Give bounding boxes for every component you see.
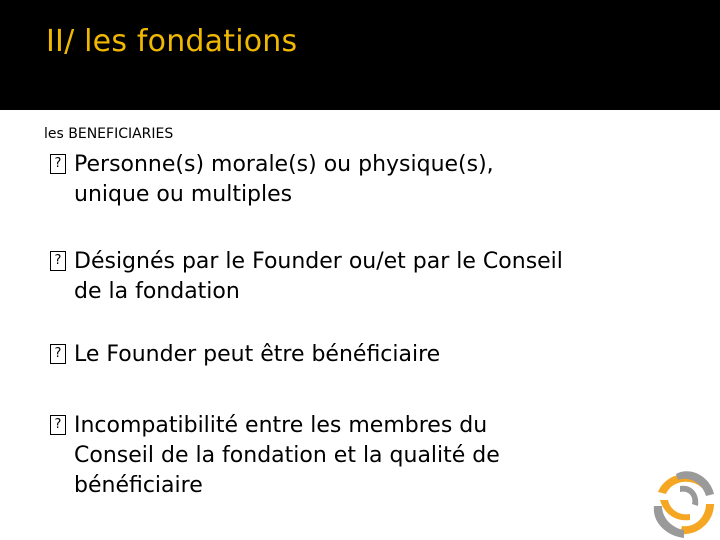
bullet-text: Incompatibilité entre les membres du Conseil de la fondation et la qualité de bénéficiaire — [74, 413, 500, 498]
slide-subtitle: les BENEFICIARIES — [44, 126, 174, 142]
bullet-marker-icon: ? — [50, 344, 66, 364]
bullet-item — [50, 150, 570, 210]
title-bar — [0, 0, 720, 110]
bullet-marker-icon: ? — [50, 154, 66, 174]
bullet-text: Personne(s) morale(s) ou physique(s), unique ou multiples — [74, 152, 494, 207]
bullet-item — [50, 340, 570, 370]
bullet-item — [50, 247, 570, 307]
bullet-text: Le Founder peut être bénéficiaire — [74, 342, 441, 367]
swirl-logo-icon — [644, 462, 720, 540]
slide-title: II/ les fondations — [46, 24, 298, 59]
bullet-marker-icon: ? — [50, 415, 66, 435]
bullet-marker-icon: ? — [50, 251, 66, 271]
bullet-text: Désignés par le Founder ou/et par le Conseil de la fondation — [74, 249, 563, 304]
bullet-item — [50, 411, 570, 501]
